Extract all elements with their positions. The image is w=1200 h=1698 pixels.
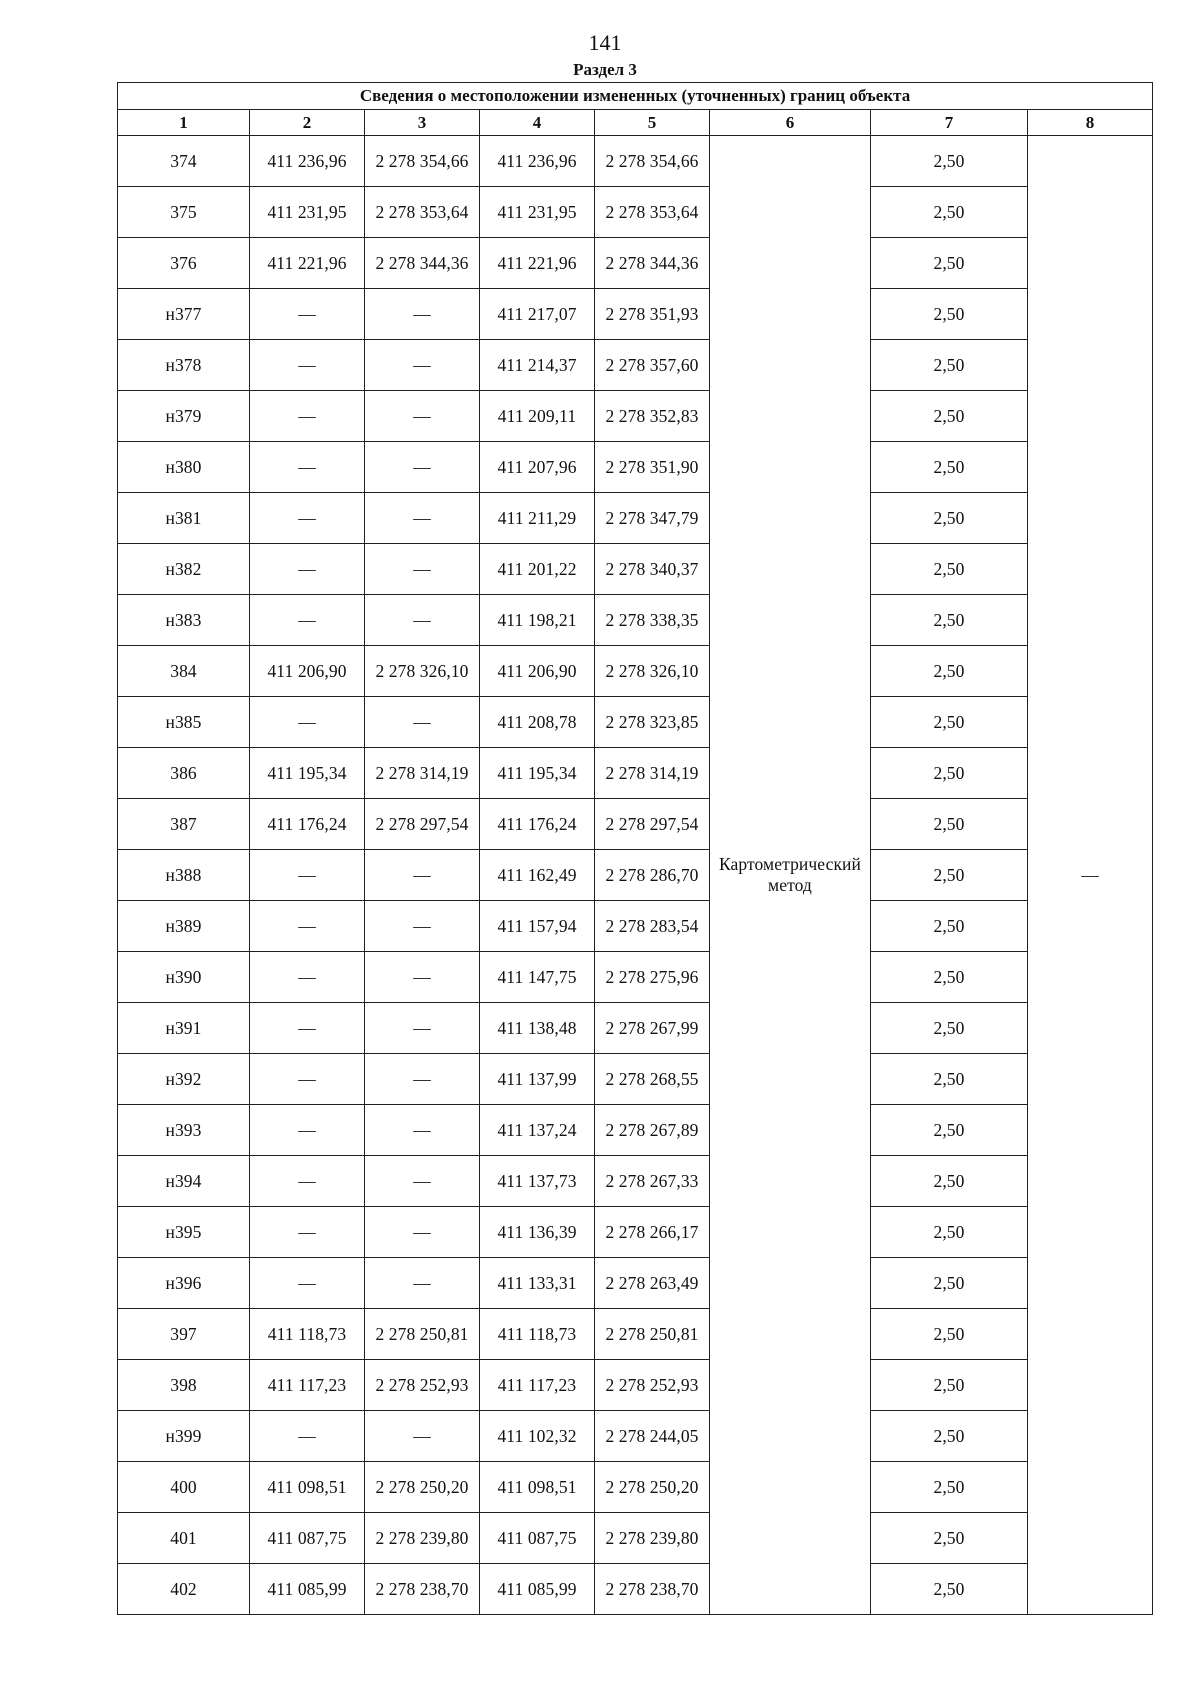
accuracy-cell: 2,50 xyxy=(871,1003,1028,1054)
point-number-cell: н394 xyxy=(118,1156,250,1207)
table-row xyxy=(118,646,1153,697)
x-new-cell: 411 201,22 xyxy=(480,544,595,595)
accuracy-cell: 2,50 xyxy=(871,289,1028,340)
y-old-cell: 2 278 314,19 xyxy=(365,748,480,799)
x-old-cell: 411 118,73 xyxy=(250,1309,365,1360)
column-number: 1 xyxy=(118,110,250,136)
point-number-cell: н381 xyxy=(118,493,250,544)
accuracy-cell: 2,50 xyxy=(871,697,1028,748)
method-cell: Картометрический метод xyxy=(710,136,871,1615)
point-number-cell: н385 xyxy=(118,697,250,748)
accuracy-cell: 2,50 xyxy=(871,1360,1028,1411)
y-new-cell: 2 278 267,89 xyxy=(595,1105,710,1156)
y-old-cell: — xyxy=(365,289,480,340)
y-old-cell: — xyxy=(365,1054,480,1105)
page-number: 141 xyxy=(588,30,622,55)
x-new-cell: 411 138,48 xyxy=(480,1003,595,1054)
y-old-cell: 2 278 238,70 xyxy=(365,1564,480,1615)
x-new-cell: 411 209,11 xyxy=(480,391,595,442)
column-number-row xyxy=(118,110,1153,136)
table-row xyxy=(118,391,1153,442)
table-body xyxy=(118,136,1153,1615)
x-old-cell: 411 195,34 xyxy=(250,748,365,799)
x-old-cell: 411 098,51 xyxy=(250,1462,365,1513)
point-number-cell: н388 xyxy=(118,850,250,901)
y-new-cell: 2 278 326,10 xyxy=(595,646,710,697)
accuracy-cell: 2,50 xyxy=(871,1411,1028,1462)
x-new-cell: 411 162,49 xyxy=(480,850,595,901)
y-old-cell: 2 278 252,93 xyxy=(365,1360,480,1411)
point-number-cell: н395 xyxy=(118,1207,250,1258)
column-number: 3 xyxy=(365,110,480,136)
y-new-cell: 2 278 351,93 xyxy=(595,289,710,340)
x-old-cell: — xyxy=(250,289,365,340)
x-old-cell: — xyxy=(250,952,365,1003)
accuracy-cell: 2,50 xyxy=(871,442,1028,493)
y-new-cell: 2 278 353,64 xyxy=(595,187,710,238)
point-number-cell: н389 xyxy=(118,901,250,952)
x-new-cell: 411 208,78 xyxy=(480,697,595,748)
y-new-cell: 2 278 344,36 xyxy=(595,238,710,289)
x-new-cell: 411 217,07 xyxy=(480,289,595,340)
accuracy-cell: 2,50 xyxy=(871,391,1028,442)
x-old-cell: 411 236,96 xyxy=(250,136,365,187)
column-number: 6 xyxy=(710,110,871,136)
x-new-cell: 411 221,96 xyxy=(480,238,595,289)
table-row xyxy=(118,1156,1153,1207)
y-old-cell: 2 278 239,80 xyxy=(365,1513,480,1564)
y-new-cell: 2 278 286,70 xyxy=(595,850,710,901)
point-number-cell: 400 xyxy=(118,1462,250,1513)
accuracy-cell: 2,50 xyxy=(871,952,1028,1003)
accuracy-cell: 2,50 xyxy=(871,238,1028,289)
y-new-cell: 2 278 267,33 xyxy=(595,1156,710,1207)
table-row xyxy=(118,1054,1153,1105)
y-old-cell: — xyxy=(365,1156,480,1207)
y-new-cell: 2 278 267,99 xyxy=(595,1003,710,1054)
accuracy-cell: 2,50 xyxy=(871,850,1028,901)
y-old-cell: — xyxy=(365,544,480,595)
x-new-cell: 411 157,94 xyxy=(480,901,595,952)
point-number-cell: 384 xyxy=(118,646,250,697)
table-row xyxy=(118,493,1153,544)
y-new-cell: 2 278 250,20 xyxy=(595,1462,710,1513)
table-row xyxy=(118,238,1153,289)
y-new-cell: 2 278 314,19 xyxy=(595,748,710,799)
y-new-cell: 2 278 357,60 xyxy=(595,340,710,391)
y-old-cell: — xyxy=(365,1258,480,1309)
y-old-cell: — xyxy=(365,952,480,1003)
table-row xyxy=(118,1105,1153,1156)
table-row xyxy=(118,1309,1153,1360)
point-number-cell: н399 xyxy=(118,1411,250,1462)
column-number: 2 xyxy=(250,110,365,136)
table-row xyxy=(118,187,1153,238)
x-new-cell: 411 102,32 xyxy=(480,1411,595,1462)
x-old-cell: — xyxy=(250,1258,365,1309)
column-number: 4 xyxy=(480,110,595,136)
point-number-cell: н380 xyxy=(118,442,250,493)
y-new-cell: 2 278 352,83 xyxy=(595,391,710,442)
y-old-cell: — xyxy=(365,340,480,391)
accuracy-cell: 2,50 xyxy=(871,901,1028,952)
x-old-cell: — xyxy=(250,1156,365,1207)
accuracy-cell: 2,50 xyxy=(871,544,1028,595)
x-old-cell: 411 221,96 xyxy=(250,238,365,289)
accuracy-cell: 2,50 xyxy=(871,187,1028,238)
point-number-cell: 397 xyxy=(118,1309,250,1360)
x-new-cell: 411 136,39 xyxy=(480,1207,595,1258)
table-row xyxy=(118,697,1153,748)
x-new-cell: 411 137,99 xyxy=(480,1054,595,1105)
x-old-cell: 411 176,24 xyxy=(250,799,365,850)
y-old-cell: — xyxy=(365,595,480,646)
x-new-cell: 411 176,24 xyxy=(480,799,595,850)
point-number-cell: н382 xyxy=(118,544,250,595)
table-row xyxy=(118,289,1153,340)
y-old-cell: 2 278 353,64 xyxy=(365,187,480,238)
y-old-cell: — xyxy=(365,1411,480,1462)
y-old-cell: — xyxy=(365,493,480,544)
x-old-cell: — xyxy=(250,697,365,748)
x-old-cell: — xyxy=(250,1105,365,1156)
y-new-cell: 2 278 323,85 xyxy=(595,697,710,748)
x-new-cell: 411 118,73 xyxy=(480,1309,595,1360)
table-row xyxy=(118,1207,1153,1258)
x-old-cell: — xyxy=(250,1003,365,1054)
table-row xyxy=(118,850,1153,901)
x-old-cell: — xyxy=(250,1054,365,1105)
y-new-cell: 2 278 338,35 xyxy=(595,595,710,646)
x-new-cell: 411 198,21 xyxy=(480,595,595,646)
y-new-cell: 2 278 266,17 xyxy=(595,1207,710,1258)
accuracy-cell: 2,50 xyxy=(871,1564,1028,1615)
accuracy-cell: 2,50 xyxy=(871,1156,1028,1207)
x-old-cell: — xyxy=(250,1207,365,1258)
x-new-cell: 411 206,90 xyxy=(480,646,595,697)
y-old-cell: — xyxy=(365,1207,480,1258)
point-number-cell: 374 xyxy=(118,136,250,187)
y-new-cell: 2 278 347,79 xyxy=(595,493,710,544)
x-old-cell: — xyxy=(250,850,365,901)
y-old-cell: — xyxy=(365,901,480,952)
accuracy-cell: 2,50 xyxy=(871,646,1028,697)
y-new-cell: 2 278 252,93 xyxy=(595,1360,710,1411)
accuracy-cell: 2,50 xyxy=(871,1258,1028,1309)
y-old-cell: — xyxy=(365,442,480,493)
y-new-cell: 2 278 283,54 xyxy=(595,901,710,952)
table-row xyxy=(118,544,1153,595)
point-number-cell: 398 xyxy=(118,1360,250,1411)
x-new-cell: 411 117,23 xyxy=(480,1360,595,1411)
point-number-cell: н390 xyxy=(118,952,250,1003)
x-new-cell: 411 214,37 xyxy=(480,340,595,391)
x-new-cell: 411 231,95 xyxy=(480,187,595,238)
accuracy-cell: 2,50 xyxy=(871,1054,1028,1105)
x-old-cell: — xyxy=(250,391,365,442)
y-new-cell: 2 278 297,54 xyxy=(595,799,710,850)
x-new-cell: 411 137,73 xyxy=(480,1156,595,1207)
section-title: Раздел 3 xyxy=(573,60,637,79)
x-old-cell: 411 087,75 xyxy=(250,1513,365,1564)
x-old-cell: 411 117,23 xyxy=(250,1360,365,1411)
x-new-cell: 411 098,51 xyxy=(480,1462,595,1513)
accuracy-cell: 2,50 xyxy=(871,340,1028,391)
column-number: 5 xyxy=(595,110,710,136)
x-old-cell: 411 206,90 xyxy=(250,646,365,697)
point-number-cell: н383 xyxy=(118,595,250,646)
x-new-cell: 411 085,99 xyxy=(480,1564,595,1615)
y-old-cell: — xyxy=(365,697,480,748)
x-old-cell: 411 085,99 xyxy=(250,1564,365,1615)
table-row xyxy=(118,1360,1153,1411)
point-number-cell: 402 xyxy=(118,1564,250,1615)
x-old-cell: — xyxy=(250,1411,365,1462)
table-row xyxy=(118,1411,1153,1462)
table-row xyxy=(118,136,1153,187)
point-number-cell: 376 xyxy=(118,238,250,289)
accuracy-cell: 2,50 xyxy=(871,1207,1028,1258)
x-new-cell: 411 195,34 xyxy=(480,748,595,799)
point-number-cell: н377 xyxy=(118,289,250,340)
x-old-cell: — xyxy=(250,901,365,952)
table-row xyxy=(118,748,1153,799)
x-old-cell: — xyxy=(250,493,365,544)
table-row xyxy=(118,799,1153,850)
y-new-cell: 2 278 340,37 xyxy=(595,544,710,595)
column-number: 7 xyxy=(871,110,1028,136)
point-number-cell: н392 xyxy=(118,1054,250,1105)
y-new-cell: 2 278 239,80 xyxy=(595,1513,710,1564)
x-old-cell: — xyxy=(250,442,365,493)
accuracy-cell: 2,50 xyxy=(871,1462,1028,1513)
y-old-cell: 2 278 354,66 xyxy=(365,136,480,187)
y-old-cell: — xyxy=(365,1003,480,1054)
table-caption: Сведения о местоположении измененных (уточненных) границ объекта xyxy=(118,83,1153,110)
table-row xyxy=(118,1564,1153,1615)
point-number-cell: 386 xyxy=(118,748,250,799)
y-old-cell: 2 278 250,81 xyxy=(365,1309,480,1360)
x-new-cell: 411 133,31 xyxy=(480,1258,595,1309)
x-new-cell: 411 211,29 xyxy=(480,493,595,544)
point-number-cell: н379 xyxy=(118,391,250,442)
point-number-cell: н391 xyxy=(118,1003,250,1054)
table-row xyxy=(118,595,1153,646)
y-old-cell: 2 278 344,36 xyxy=(365,238,480,289)
y-new-cell: 2 278 238,70 xyxy=(595,1564,710,1615)
x-old-cell: 411 231,95 xyxy=(250,187,365,238)
accuracy-cell: 2,50 xyxy=(871,1309,1028,1360)
y-new-cell: 2 278 354,66 xyxy=(595,136,710,187)
y-new-cell: 2 278 263,49 xyxy=(595,1258,710,1309)
y-old-cell: — xyxy=(365,1105,480,1156)
y-old-cell: 2 278 250,20 xyxy=(365,1462,480,1513)
accuracy-cell: 2,50 xyxy=(871,595,1028,646)
point-number-cell: н378 xyxy=(118,340,250,391)
table-row xyxy=(118,952,1153,1003)
x-new-cell: 411 147,75 xyxy=(480,952,595,1003)
x-new-cell: 411 207,96 xyxy=(480,442,595,493)
y-new-cell: 2 278 250,81 xyxy=(595,1309,710,1360)
accuracy-cell: 2,50 xyxy=(871,136,1028,187)
accuracy-cell: 2,50 xyxy=(871,1513,1028,1564)
y-old-cell: — xyxy=(365,850,480,901)
boundary-table xyxy=(117,82,1153,1615)
x-new-cell: 411 087,75 xyxy=(480,1513,595,1564)
column8-cell: — xyxy=(1028,136,1153,1615)
y-new-cell: 2 278 275,96 xyxy=(595,952,710,1003)
accuracy-cell: 2,50 xyxy=(871,799,1028,850)
point-number-cell: н393 xyxy=(118,1105,250,1156)
point-number-cell: 387 xyxy=(118,799,250,850)
accuracy-cell: 2,50 xyxy=(871,1105,1028,1156)
x-old-cell: — xyxy=(250,340,365,391)
x-new-cell: 411 236,96 xyxy=(480,136,595,187)
table-row xyxy=(118,1513,1153,1564)
y-old-cell: 2 278 297,54 xyxy=(365,799,480,850)
y-old-cell: — xyxy=(365,391,480,442)
table-row xyxy=(118,1003,1153,1054)
accuracy-cell: 2,50 xyxy=(871,748,1028,799)
y-old-cell: 2 278 326,10 xyxy=(365,646,480,697)
y-new-cell: 2 278 351,90 xyxy=(595,442,710,493)
table-row xyxy=(118,1258,1153,1309)
accuracy-cell: 2,50 xyxy=(871,493,1028,544)
y-new-cell: 2 278 244,05 xyxy=(595,1411,710,1462)
point-number-cell: н396 xyxy=(118,1258,250,1309)
x-old-cell: — xyxy=(250,595,365,646)
table-row xyxy=(118,1462,1153,1513)
y-new-cell: 2 278 268,55 xyxy=(595,1054,710,1105)
x-new-cell: 411 137,24 xyxy=(480,1105,595,1156)
point-number-cell: 375 xyxy=(118,187,250,238)
x-old-cell: — xyxy=(250,544,365,595)
point-number-cell: 401 xyxy=(118,1513,250,1564)
column-number: 8 xyxy=(1028,110,1153,136)
table-row xyxy=(118,901,1153,952)
table-row xyxy=(118,340,1153,391)
table-row xyxy=(118,442,1153,493)
